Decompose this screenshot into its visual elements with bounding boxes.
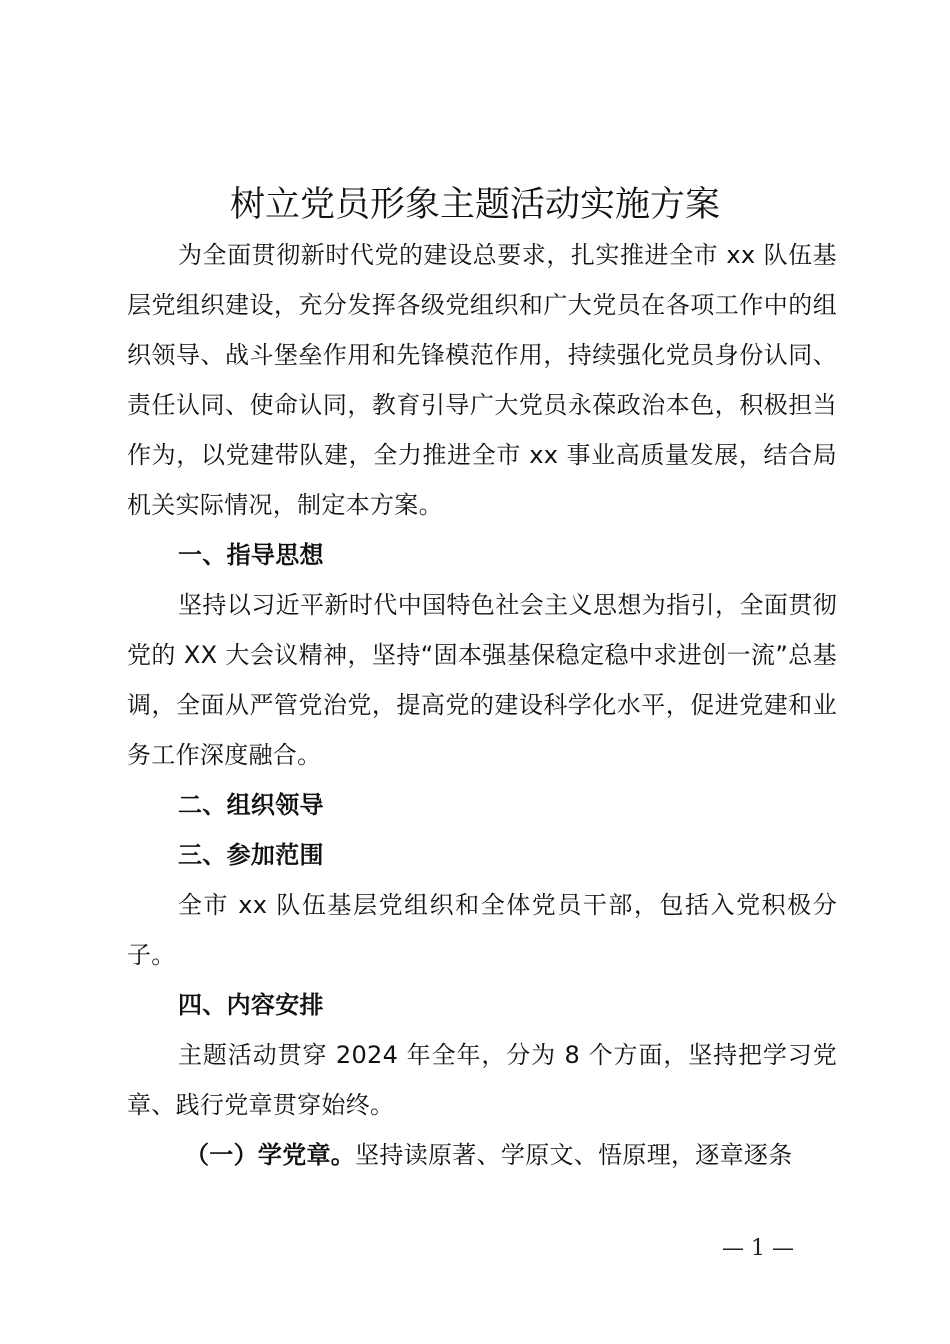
section-text-scope: 全市 xx 队伍基层党组织和全体党员干部，包括入党积极分子。 bbox=[127, 891, 837, 969]
intro-paragraph: 为全面贯彻新时代党的建设总要求，扎实推进全市 xx 队伍基层党组织建设，充分发挥各级党组织和广大党员在各项工作中的组织领导、战斗堡垒作用和先锋模范作用，持续强化党员身份认同、责任认同、使命认同，教育引导广大党员永葆政治本色，积极担当作为，以党建带队建，全力推进全市 xx 事业高质量发展，结合局机关实际情况，制定本方案。 bbox=[127, 241, 837, 519]
subitem-label: （一）学党章。 bbox=[185, 1141, 356, 1169]
document-title: 树立党员形象主题活动实施方案 bbox=[229, 185, 720, 225]
section-heading-organization: 二、组织领导 bbox=[178, 791, 324, 819]
section-heading-scope: 三、参加范围 bbox=[178, 841, 324, 869]
section-heading-content: 四、内容安排 bbox=[178, 991, 324, 1019]
section-text-content: 主题活动贯穿 2024 年全年，分为 8 个方面，坚持把学习党章、践行党章贯穿始终。 bbox=[127, 1041, 837, 1119]
document-body bbox=[127, 230, 837, 1180]
subitem-text: 坚持读原著、学原文、悟原理，逐章逐条 bbox=[355, 1141, 793, 1169]
section-text-guiding-thought: 坚持以习近平新时代中国特色社会主义思想为指引，全面贯彻党的 XX 大会议精神，坚持“固本强基保稳定稳中求进创一流”总基调，全面从严管党治党，提高党的建设科学化水平，促进党建和业务工作深度融合。 bbox=[127, 591, 837, 769]
section-heading-guiding-thought: 一、指导思想 bbox=[178, 541, 324, 569]
page-number: — 1 — bbox=[722, 1236, 794, 1261]
subitem-paragraph bbox=[127, 1130, 837, 1180]
